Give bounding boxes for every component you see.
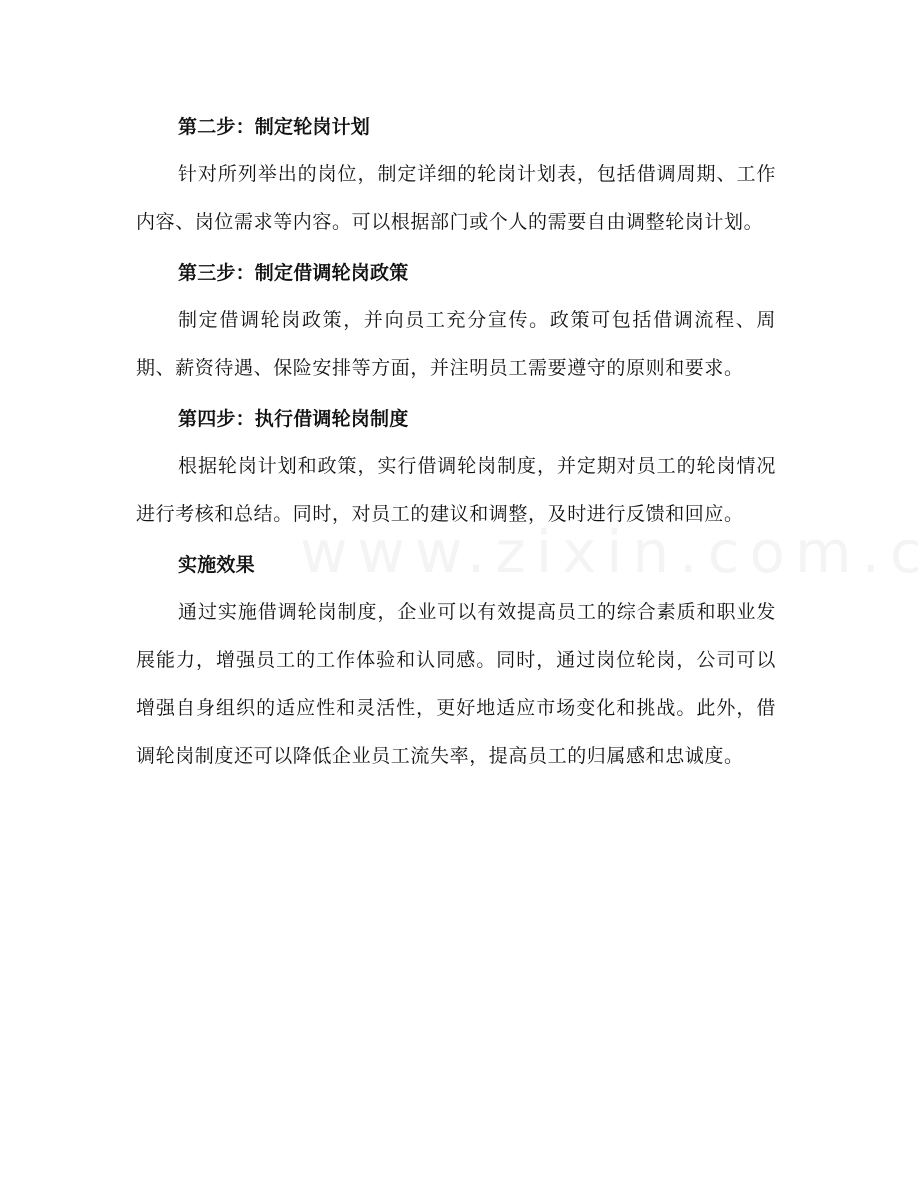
section-heading: 第二步：制定轮岗计划 (178, 116, 371, 138)
section-paragraph: 制定借调轮岗政策，并向员工充分宣传。政策可包括借调流程、周期、薪资待遇、保险安排等方面，并注明员工需要遵守的原则和要求。 (136, 309, 776, 379)
document-content (136, 104, 776, 784)
section-effects (136, 542, 776, 780)
section-paragraph: 通过实施借调轮岗制度，企业可以有效提高员工的综合素质和职业发展能力，增强员工的工作体验和认同感。同时，通过岗位轮岗，公司可以增强自身组织的适应性和灵活性，更好地适应市场变化和挑战。此外，借调轮岗制度还可以降低企业员工流失率，提高员工的归属感和忠诚度。 (136, 601, 776, 767)
section-heading: 第四步：执行借调轮岗制度 (178, 408, 409, 430)
section-paragraph: 根据轮岗计划和政策，实行借调轮岗制度，并定期对员工的轮岗情况进行考核和总结。同时，对员工的建议和调整，及时进行反馈和回应。 (136, 455, 776, 525)
section-heading: 实施效果 (178, 554, 255, 576)
section-heading: 第三步：制定借调轮岗政策 (178, 262, 409, 284)
section-step-four (136, 396, 776, 538)
section-paragraph: 针对所列举出的岗位，制定详细的轮岗计划表，包括借调周期、工作内容、岗位需求等内容。可以根据部门或个人的需要自由调整轮岗计划。 (136, 163, 776, 233)
section-step-two (136, 104, 776, 246)
section-step-three (136, 250, 776, 392)
